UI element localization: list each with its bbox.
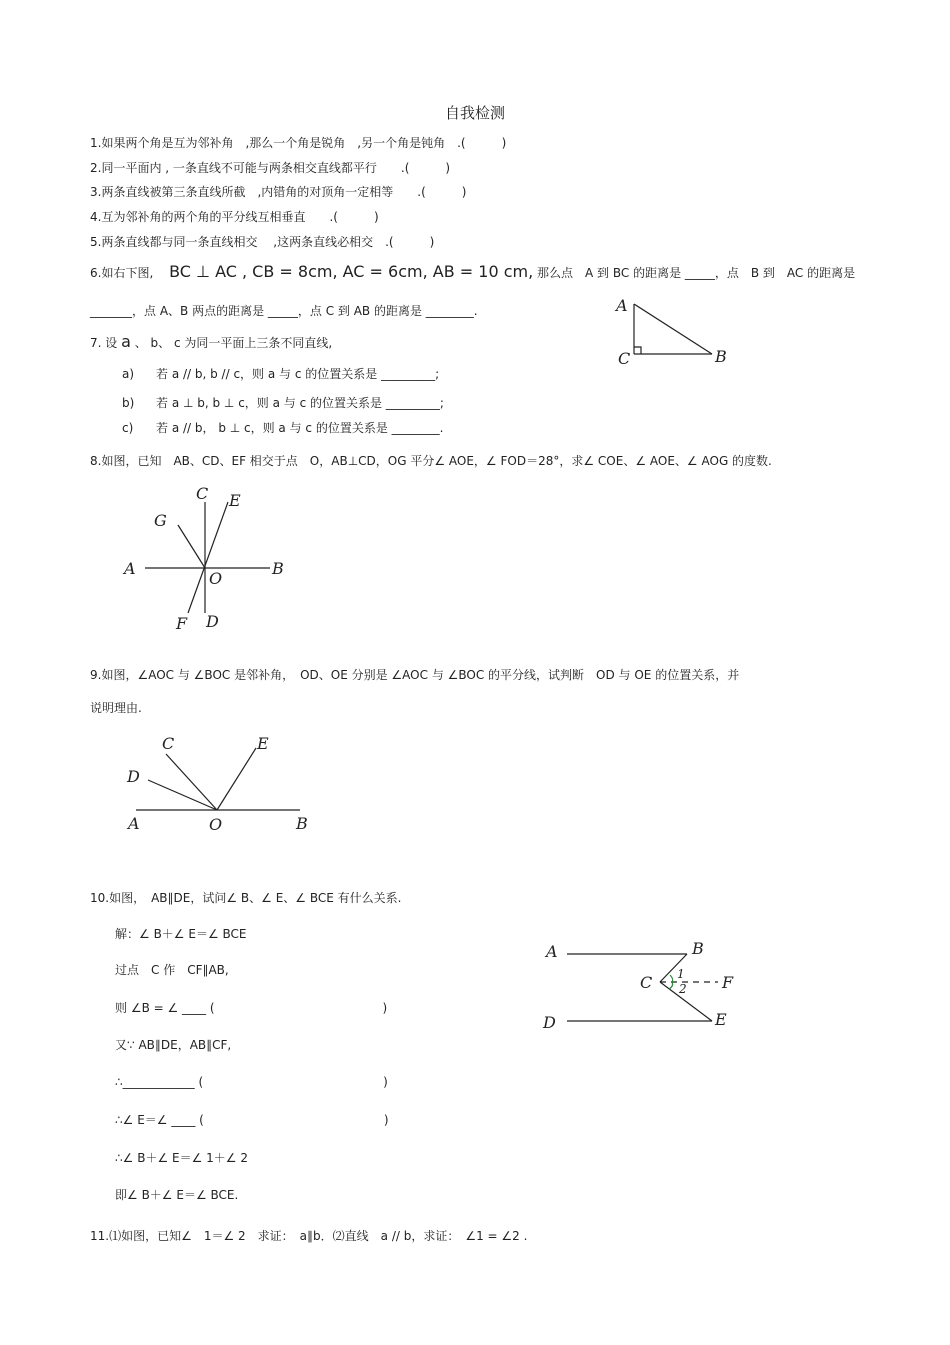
question-3: 3.两条直线被第三条直线所截 ,内错角的对顶角一定相等 .( ): [90, 185, 467, 199]
q10-step-1: 解：∠ B＋∠ E＝∠ BCE: [115, 927, 247, 941]
q7-intro-b: a: [121, 332, 131, 351]
q10-step-6: ∴∠ E＝∠ ____ ( ): [115, 1113, 389, 1127]
question-9-line1: 9.如图，∠AOC 与 ∠BOC 是邻补角， OD、OE 分别是 ∠AOC 与 ∠BOC 的平分线，试判断 OD 与 OE 的位置关系，并: [90, 668, 740, 682]
fig10-label-b: B: [692, 939, 704, 958]
question-8: 8.如图，已知 AB、CD、EF 相交于点 O，AB⊥CD，OG 平分∠ AOE，∠ FOD＝28°，求∠ COE、∠ AOE、∠ AOG 的度数.: [90, 454, 772, 468]
question-10-title: 10.如图， AB∥DE，试问∠ B、∠ E、∠ BCE 有什么关系.: [90, 891, 402, 905]
q6-suffix: 那么点 A 到 BC 的距离是 _____，点 B 到 AC 的距离是: [537, 266, 856, 280]
fig8-label-b: B: [272, 559, 284, 578]
fig6-label-a: A: [616, 296, 628, 315]
figure-triangle: [610, 292, 740, 372]
q7-a-label: a): [122, 367, 135, 381]
fig8-label-g: G: [154, 511, 167, 530]
fig10-label-c: C: [640, 973, 653, 992]
fig10-label-f: F: [722, 973, 734, 992]
fig10-label-d: D: [543, 1013, 556, 1032]
fig10-label-2: 2: [679, 982, 687, 996]
fig6-label-b: B: [715, 347, 727, 366]
figure-parallel-lines: [540, 935, 750, 1040]
page-title: 自我检测: [444, 104, 505, 122]
fig8-label-a: A: [124, 559, 136, 578]
q10-step-2: 过点 C 作 CF∥AB,: [115, 963, 229, 977]
fig10-label-e: E: [715, 1010, 727, 1029]
q10-step-3: 则 ∠B = ∠ ____ ( ): [115, 1001, 388, 1015]
q7-c-label: c): [122, 421, 134, 435]
q6-prefix: 6.如右下图,: [90, 266, 154, 280]
fig8-label-c: C: [196, 484, 209, 503]
question-11: 11.⑴如图，已知∠ 1＝∠ 2 求证： a∥b．⑵直线 a // b，求证： ∠1 = ∠2 .: [90, 1229, 528, 1243]
fig8-label-e: E: [229, 491, 241, 510]
q10-step-7: ∴∠ B＋∠ E＝∠ 1＋∠ 2: [115, 1151, 249, 1165]
question-1: 1.如果两个角是互为邻补角 ,那么一个角是锐角 ,另一个角是钝角 .( ): [90, 136, 507, 150]
fig9-label-c: C: [162, 734, 175, 753]
question-6-line1: [90, 264, 855, 281]
question-2: 2.同一平面内 , 一条直线不可能与两条相交直线都平行 .( ): [90, 161, 451, 175]
question-4: 4.互为邻补角的两个角的平分线互相垂直 .( ): [90, 210, 379, 224]
fig10-label-1: 1: [677, 967, 685, 981]
q10-step-5: ∴____________ ( ): [115, 1075, 388, 1089]
q7-intro-c: 、 b、 c 为同一平面上三条不同直线,: [134, 336, 333, 350]
fig9-label-e: E: [257, 734, 269, 753]
question-6-line2: _______，点 A、B 两点的距离是 _____，点 C 到 AB 的距离是 ________.: [90, 304, 478, 318]
figure-intersecting-lines: [120, 480, 300, 635]
fig6-label-c: C: [618, 349, 631, 368]
q7-b-text: 若 a ⊥ b, b ⊥ c，则 a 与 c 的位置关系是 _________;: [156, 396, 444, 410]
fig8-label-o: O: [209, 569, 223, 588]
figure-adjacent-angles: [120, 730, 320, 840]
q7-c-text: 若 a // b， b ⊥ c，则 a 与 c 的位置关系是 ________.: [156, 421, 444, 435]
fig9-label-b: B: [296, 814, 308, 833]
question-9-line2: 说明理由.: [90, 701, 142, 715]
q10-step-8: 即∠ B＋∠ E＝∠ BCE.: [115, 1188, 239, 1202]
q7-b-label: b): [122, 396, 135, 410]
q6-formula: BC ⊥ AC , CB = 8cm, AC = 6cm, AB = 10 cm,: [169, 262, 534, 281]
fig8-label-d: D: [206, 612, 219, 631]
q7-a-text: 若 a // b, b // c，则 a 与 c 的位置关系是 _________;: [156, 367, 440, 381]
fig10-label-a: A: [546, 942, 558, 961]
question-5: 5.两条直线都与同一条直线相交 ,这两条直线必相交 .( ): [90, 235, 435, 249]
q10-step-4: 又∵ AB∥DE，AB∥CF,: [115, 1038, 232, 1052]
fig9-label-a: A: [128, 814, 140, 833]
q7-intro-a: 7. 设: [90, 336, 118, 350]
question-7-intro: [90, 334, 332, 351]
fig9-label-o: O: [209, 815, 223, 834]
fig9-label-d: D: [127, 767, 140, 786]
fig8-label-f: F: [176, 614, 188, 633]
